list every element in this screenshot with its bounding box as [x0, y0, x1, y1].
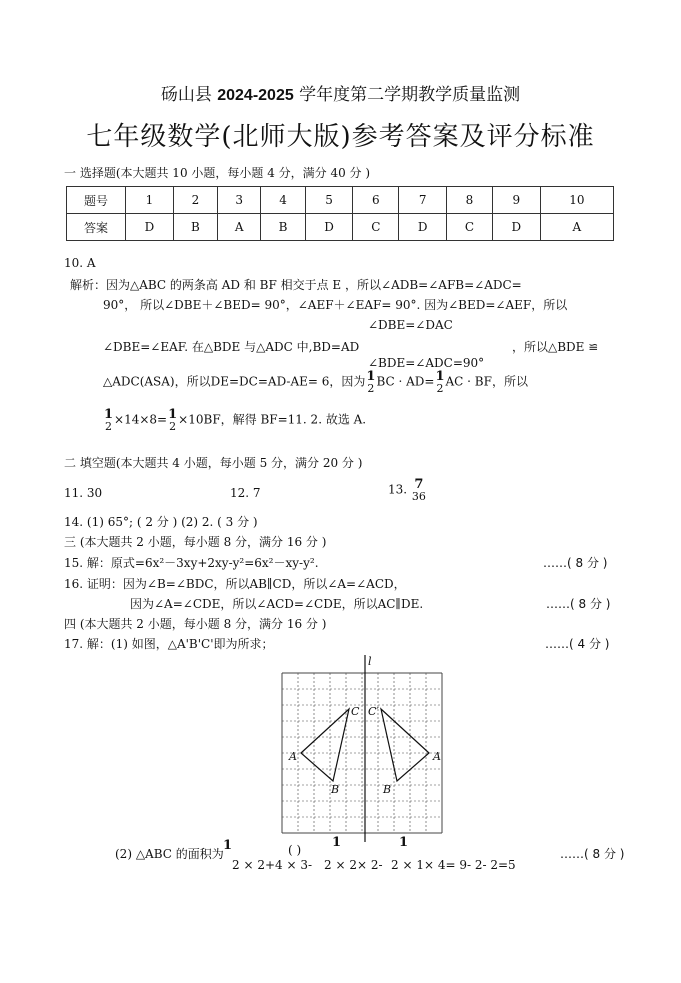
label-c-prime: C′	[368, 705, 379, 718]
q15-score: ……( 8 分 )	[543, 556, 608, 570]
q17-half-b	[331, 835, 342, 849]
label-b: B	[331, 783, 340, 796]
table-cell: 5	[305, 187, 353, 214]
q17-parens: ( )	[288, 843, 302, 857]
q17-line-2-label: (2) △ABC 的面积为	[115, 847, 224, 861]
school-years: 2024-2025	[217, 87, 294, 104]
table-cell: D	[305, 214, 353, 241]
q17-formula	[232, 858, 312, 872]
q17-score-1: ……( 4 分 )	[545, 637, 610, 651]
q15-solution: 15. 解：原式=6x²－3xy+2xy-y²=6x²－xy-y².	[64, 556, 319, 570]
fraction-half: 1 2	[168, 407, 178, 433]
q16-score: ……( 8 分 )	[546, 597, 611, 611]
q10-line-5-text: ×10BF，解得 BF=11. 2. 故选 A.	[178, 412, 367, 427]
table-cell: A	[217, 214, 261, 241]
q17-formula-den: 2	[391, 858, 399, 872]
table-cell: 7	[399, 187, 447, 214]
label-c: C	[351, 705, 360, 718]
q13-label: 13.	[388, 482, 408, 497]
q16-line-1: 16. 证明：因为∠B=∠BDC，所以AB∥CD，所以∠A=∠ACD，	[64, 577, 406, 591]
table-row	[67, 187, 614, 214]
table-cell: D	[126, 214, 174, 241]
q17-formula-text: × 2+4 × 3-	[243, 858, 313, 872]
q17-formula-den: 2	[232, 858, 240, 872]
q17-score-2: ……( 8 分 )	[560, 847, 625, 861]
fraction-half: 1 2	[104, 407, 114, 433]
q10-line-5	[103, 408, 366, 432]
table-row	[67, 214, 614, 241]
q17-formula-text: × 2× 2-	[335, 858, 383, 872]
triangle-abc	[301, 709, 349, 781]
table-cell: 3	[217, 187, 261, 214]
label-a: A	[289, 750, 297, 763]
label-a-prime: A	[433, 750, 441, 763]
q17-formula-den: 2	[324, 858, 332, 872]
q17-line-1: 17. 解：(1) 如图，△A'B'C'即为所求；	[64, 637, 274, 651]
q10-line-2: 90°， 所以∠DBE＋∠BED= 90°，∠AEF＋∠EAF= 90°. 因为∠BED=∠AEF，所以	[103, 298, 568, 312]
triangle-a1b1c1	[381, 709, 429, 781]
fraction-half: 1	[223, 838, 233, 853]
q10-line-4-text: AC · BF，所以	[445, 374, 528, 389]
q10-line-5-text: ×14×8=	[114, 412, 168, 427]
q10-line-1: 解析：因为△ABC 的两条高 AD 和 BF 相交于点 E ，所以∠ADB=∠AFB=∠ADC=	[70, 278, 522, 292]
grid-figure	[270, 655, 470, 845]
q17-formula-2	[324, 858, 383, 872]
table-cell: 4	[261, 187, 305, 214]
section4-heading: 四 (本大题共 2 小题，每小题 8 分，满分 16 分 )	[64, 617, 327, 631]
axis-label: l	[368, 655, 372, 668]
q16-line-2: 因为∠A=∠CDE，所以∠ACD=∠CDE，所以AC∥DE.	[130, 597, 424, 611]
q10-line-4-text: BC · AD=	[376, 374, 435, 389]
q10-line-4	[103, 370, 528, 394]
section3-heading: 三 (本大题共 2 小题，每小题 8 分，满分 16 分 )	[64, 535, 327, 549]
table-cell: A	[540, 214, 613, 241]
label-b-prime: B	[383, 783, 392, 796]
q13-fraction: 7 36	[411, 477, 426, 503]
q10-line-4-text: △ADC(ASA)，所以DE=DC=AD-AE= 6，因为	[103, 374, 366, 389]
fraction-half: 1 2	[366, 369, 376, 395]
q13-answer	[388, 478, 427, 502]
page-title: 七年级数学(北师大版)参考答案及评分标准	[86, 122, 595, 152]
q17-formula-3	[391, 858, 516, 872]
table-cell: 答案	[67, 214, 126, 241]
q11-answer: 11. 30	[64, 486, 103, 500]
q10-brace-top: ∠DBE=∠DAC	[368, 318, 453, 332]
table-cell: 题号	[67, 187, 126, 214]
fraction-half: 1	[332, 835, 342, 850]
table-cell: C	[353, 214, 399, 241]
fraction-half: 1 2	[435, 369, 445, 395]
q17-half-c	[398, 835, 409, 849]
table-cell: B	[261, 214, 305, 241]
table-cell: D	[492, 214, 540, 241]
section2-heading: 二 填空题(本大题共 4 小题，每小题 5 分，满分 20 分 )	[64, 456, 363, 470]
table-cell: C	[447, 214, 493, 241]
table-cell: D	[399, 214, 447, 241]
q17-half-a	[222, 838, 233, 852]
q17-formula-text: × 1× 4= 9- 2- 2=5	[402, 858, 516, 872]
fraction-half: 1	[399, 835, 409, 850]
q10-line-3-right: ，所以△BDE ≌	[512, 340, 599, 354]
section1-heading: 一 选择题(本大题共 10 小题，每小题 4 分，满分 40 分 )	[64, 166, 371, 180]
table-cell: 1	[126, 187, 174, 214]
exam-header	[0, 80, 681, 105]
county: 砀山县	[160, 85, 212, 105]
q12-answer: 12. 7	[230, 486, 261, 500]
table-cell: 8	[447, 187, 493, 214]
q10-line-3: ∠DBE=∠EAF. 在△BDE 与△ADC 中,BD=AD	[103, 340, 360, 354]
table-cell: 2	[173, 187, 217, 214]
table-cell: 10	[540, 187, 613, 214]
q14-answer: 14. (1) 65°; ( 2 分 ) (2) 2. ( 3 分 )	[64, 515, 258, 529]
table-cell: B	[173, 214, 217, 241]
answer-table	[66, 186, 614, 241]
term: 学年度第二学期教学质量监测	[299, 85, 521, 105]
table-cell: 9	[492, 187, 540, 214]
q10-answer: 10. A	[64, 256, 96, 270]
table-cell: 6	[353, 187, 399, 214]
grid-lines	[282, 673, 442, 833]
q10-brace-bottom: ∠BDE=∠ADC=90°	[368, 356, 485, 370]
